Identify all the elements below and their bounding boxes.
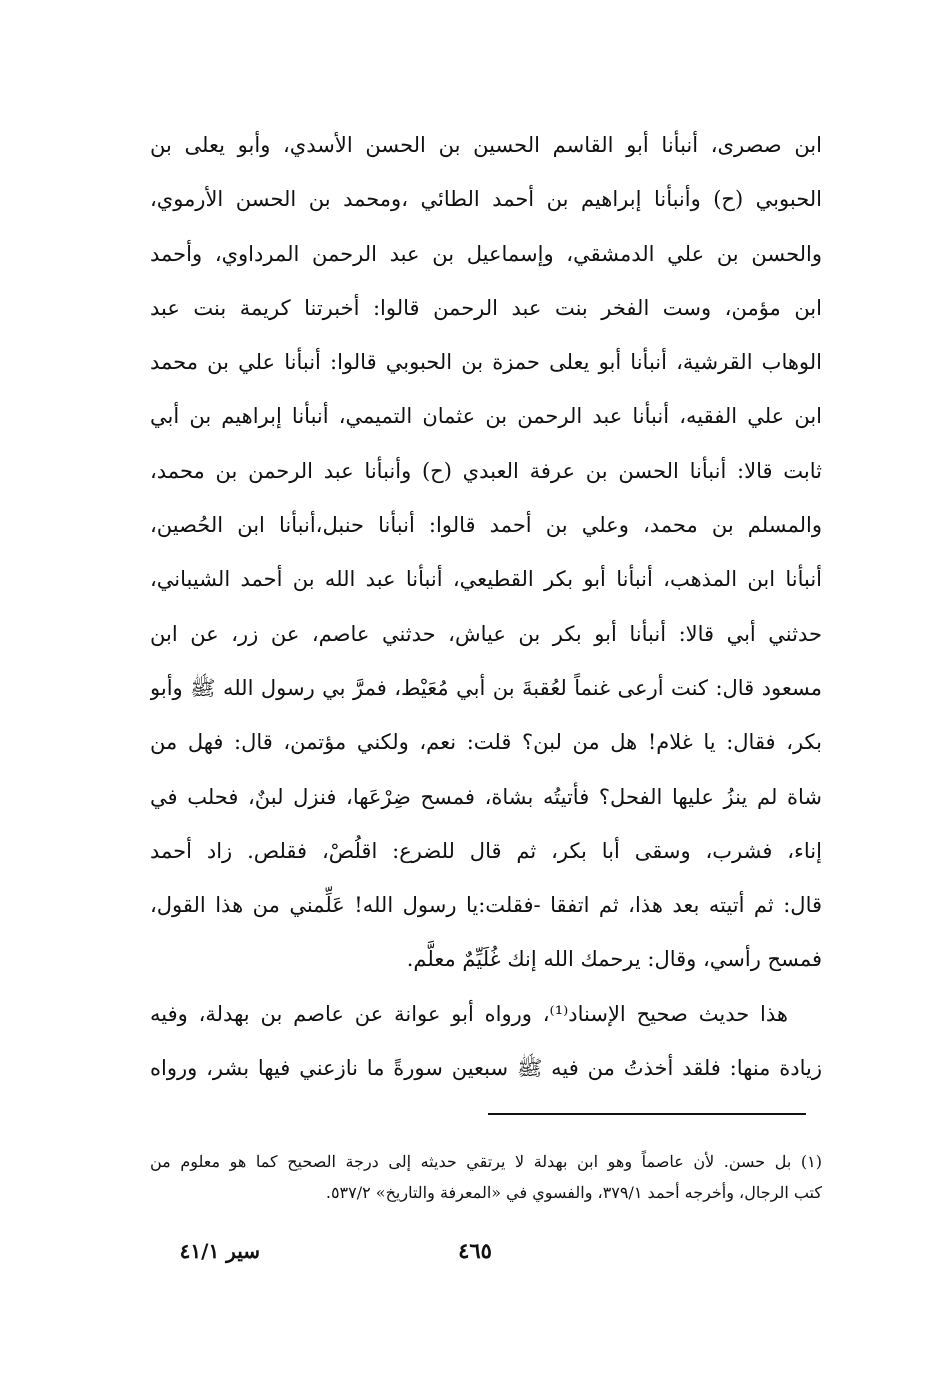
text-line: ابن مؤمن، وست الفخر بنت عبد الرحمن قالوا: أخبرتنا كريمة بنت عبد bbox=[150, 295, 822, 320]
text-line: ثابت قالا: أنبأنا الحسن بن عرفة العبدي (ح) وأنبأنا عبد الرحمن بن محمد، bbox=[150, 458, 822, 483]
footnote-block bbox=[150, 1146, 822, 1208]
page-number: ٤٦٥ bbox=[458, 1238, 492, 1263]
text-line: أنبأنا ابن المذهب، أنبأنا أبو بكر القطيعي، أنبأنا عبد الله بن أحمد الشيباني، bbox=[150, 567, 822, 592]
main-text-block bbox=[150, 118, 822, 1095]
signature-mark: سير ٤١/١ bbox=[179, 1239, 260, 1263]
text-line: فمسح رأسي، وقال: يرحمك الله إنك غُلَيِّمٌ معلَّم. bbox=[406, 947, 822, 972]
footnote-divider bbox=[488, 1113, 806, 1115]
text-line: شاة لم ينزُ عليها الفحل؟ فأتيتُه بشاة، فمسح ضِرْعَها، فنزل لبنٌ، فحلب في bbox=[150, 784, 822, 809]
footnote-line: كتب الرجال، وأخرجه أحمد ٣٧٩/١، والفسوي في «المعرفة والتاريخ» ٥٣٧/٢. bbox=[325, 1183, 822, 1202]
text-line: ابن علي الفقيه، أنبأنا عبد الرحمن بن عثمان التميمي، أنبأنا إبراهيم بن أبي bbox=[150, 404, 822, 429]
footnote-line: (١) بل حسن. لأن عاصماً وهو ابن بهدلة لا يرتقي حديثه إلى درجة الصحيح كما هو معلوم من bbox=[150, 1152, 822, 1171]
text-line: مسعود قال: كنت أرعى غنماً لعُقبةَ بن أبي مُعَيْط، فمرَّ بي رسول الله ﷺ وأبو bbox=[150, 675, 822, 700]
text-line: زيادة منها: فلقد أخذتُ من فيه ﷺ سبعين سورةً ما نازعني فيها بشر، ورواه bbox=[150, 1056, 822, 1081]
text-line: الحبوبي (ح) وأنبأنا إبراهيم بن أحمد الطائي ،ومحمد بن الحسن الأرموي، bbox=[150, 187, 822, 212]
text-line: إناء، فشرب، وسقى أبا بكر، ثم قال للضرع: اقلُصْ، فقلص. زاد أحمد bbox=[150, 838, 822, 863]
text-line: الوهاب القرشية، أنبأنا أبو يعلى حمزة بن الحبوبي قالوا: أنبأنا علي بن محمد bbox=[150, 350, 822, 375]
text-line: هذا حديث صحيح الإسناد⁽¹⁾، ورواه أبو عوانة عن عاصم بن بهدلة، وفيه bbox=[150, 1001, 788, 1026]
text-line: ابن صصرى، أنبأنا أبو القاسم الحسين بن الحسن الأسدي، وأبو يعلى بن bbox=[150, 133, 822, 157]
text-line: قال: ثم أتيته بعد هذا، ثم اتفقا -فقلت:يا رسول الله! عَلِّمني من هذا القول، bbox=[150, 893, 822, 918]
text-line: بكر، فقال: يا غلام! هل من لبن؟ قلت: نعم، ولكني مؤتمن، قال: فهل من bbox=[150, 730, 822, 755]
text-line: حدثني أبي قالا: أنبأنا أبو بكر بن عياش، حدثني عاصم، عن زر، عن ابن bbox=[150, 621, 822, 646]
text-line: والحسن بن علي الدمشقي، وإسماعيل بن عبد الرحمن المرداوي، وأحمد bbox=[150, 241, 822, 266]
text-line: والمسلم بن محمد، وعلي بن أحمد قالوا: أنبأنا حنبل،أنبأنا ابن الحُصين، bbox=[150, 513, 822, 538]
